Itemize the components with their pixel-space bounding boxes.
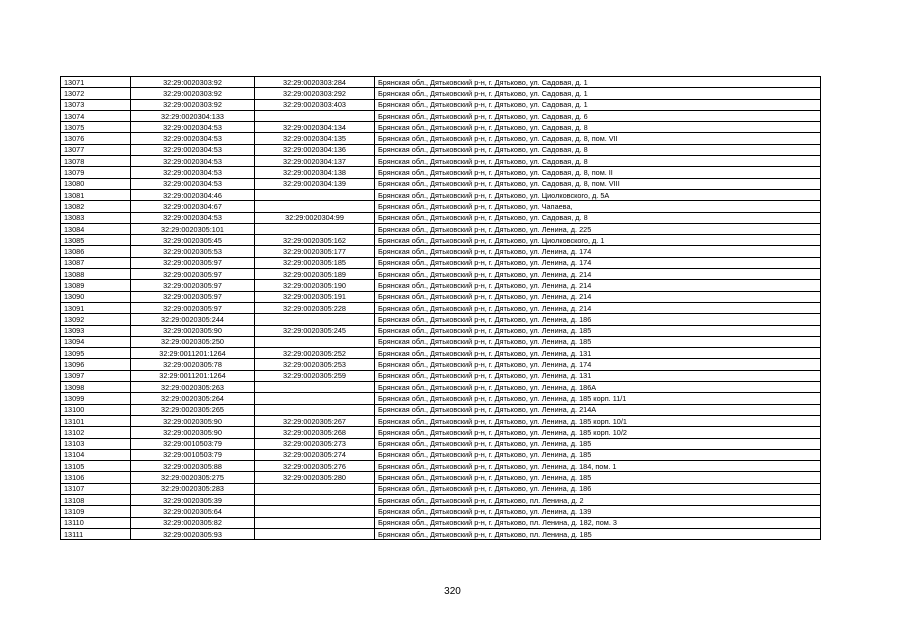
row-number-cell: 13087 — [61, 257, 131, 268]
parent-cadastral-number-cell: 32:29:0020305:275 — [131, 472, 255, 483]
parent-cadastral-number-cell: 32:29:0020305:101 — [131, 223, 255, 234]
parent-cadastral-number-cell: 32:29:0020305:90 — [131, 325, 255, 336]
parent-cadastral-number-cell: 32:29:0020305:90 — [131, 427, 255, 438]
table-row — [61, 291, 821, 302]
cadastral-number-cell — [255, 517, 375, 528]
parent-cadastral-number-cell: 32:29:0020305:78 — [131, 359, 255, 370]
table-row — [61, 178, 821, 189]
parent-cadastral-number-cell: 32:29:0020305:82 — [131, 517, 255, 528]
row-number-cell: 13075 — [61, 122, 131, 133]
cadastral-number-cell: 32:29:0020304:136 — [255, 144, 375, 155]
address-cell: Брянская обл., Дятьковский р-н, г. Дятьково, ул. Ленина, д. 186А — [375, 382, 821, 393]
cadastral-number-cell — [255, 314, 375, 325]
table-row — [61, 77, 821, 88]
row-number-cell: 13101 — [61, 415, 131, 426]
table-row — [61, 257, 821, 268]
parent-cadastral-number-cell: 32:29:0020305:97 — [131, 269, 255, 280]
row-number-cell: 13089 — [61, 280, 131, 291]
table-row — [61, 223, 821, 234]
row-number-cell: 13108 — [61, 494, 131, 505]
cadastral-number-cell: 32:29:0020305:276 — [255, 461, 375, 472]
table-row — [61, 461, 821, 472]
table-row — [61, 393, 821, 404]
cadastral-number-cell: 32:29:0020305:190 — [255, 280, 375, 291]
address-cell: Брянская обл., Дятьковский р-н, г. Дятьково, ул. Ленина, д. 186 — [375, 314, 821, 325]
address-cell: Брянская обл., Дятьковский р-н, г. Дятьково, пл. Ленина, д. 2 — [375, 494, 821, 505]
table-row — [61, 133, 821, 144]
address-cell: Брянская обл., Дятьковский р-н, г. Дятьково, ул. Ленина, д. 214 — [375, 269, 821, 280]
table-row — [61, 483, 821, 494]
table-row — [61, 110, 821, 121]
row-number-cell: 13106 — [61, 472, 131, 483]
cadastral-number-cell: 32:29:0020303:284 — [255, 77, 375, 88]
parent-cadastral-number-cell: 32:29:0020304:53 — [131, 156, 255, 167]
address-cell: Брянская обл., Дятьковский р-н, г. Дятьково, ул. Циолковского, д. 5А — [375, 189, 821, 200]
row-number-cell: 13077 — [61, 144, 131, 155]
row-number-cell: 13078 — [61, 156, 131, 167]
row-number-cell: 13082 — [61, 201, 131, 212]
cadastral-number-cell — [255, 201, 375, 212]
address-cell: Брянская обл., Дятьковский р-н, г. Дятьково, ул. Ленина, д. 185 корп. 10/2 — [375, 427, 821, 438]
row-number-cell: 13096 — [61, 359, 131, 370]
address-cell: Брянская обл., Дятьковский р-н, г. Дятьково, ул. Садовая, д. 6 — [375, 110, 821, 121]
parent-cadastral-number-cell: 32:29:0020303:92 — [131, 88, 255, 99]
parent-cadastral-number-cell: 32:29:0020305:250 — [131, 336, 255, 347]
row-number-cell: 13094 — [61, 336, 131, 347]
cadastral-number-cell: 32:29:0020305:162 — [255, 235, 375, 246]
address-cell: Брянская обл., Дятьковский р-н, г. Дятьково, ул. Садовая, д. 8 — [375, 144, 821, 155]
row-number-cell: 13095 — [61, 348, 131, 359]
address-cell: Брянская обл., Дятьковский р-н, г. Дятьково, ул. Ленина, д. 214 — [375, 302, 821, 313]
cadastral-number-cell: 32:29:0020304:138 — [255, 167, 375, 178]
cadastral-number-cell — [255, 110, 375, 121]
parent-cadastral-number-cell: 32:29:0020304:67 — [131, 201, 255, 212]
row-number-cell: 13099 — [61, 393, 131, 404]
row-number-cell: 13090 — [61, 291, 131, 302]
row-number-cell: 13072 — [61, 88, 131, 99]
address-cell: Брянская обл., Дятьковский р-н, г. Дятьково, ул. Ленина, д. 131 — [375, 370, 821, 381]
table-row — [61, 235, 821, 246]
cadastral-number-cell: 32:29:0020305:259 — [255, 370, 375, 381]
table-row — [61, 370, 821, 381]
row-number-cell: 13085 — [61, 235, 131, 246]
address-cell: Брянская обл., Дятьковский р-н, г. Дятьково, ул. Ленина, д. 214 — [375, 280, 821, 291]
address-cell: Брянская обл., Дятьковский р-н, г. Дятьково, ул. Ленина, д. 131 — [375, 348, 821, 359]
table-row — [61, 88, 821, 99]
parent-cadastral-number-cell: 32:29:0020305:39 — [131, 494, 255, 505]
table-row — [61, 382, 821, 393]
parent-cadastral-number-cell: 32:29:0020304:53 — [131, 144, 255, 155]
address-cell: Брянская обл., Дятьковский р-н, г. Дятьково, ул. Ленина, д. 185 — [375, 438, 821, 449]
parent-cadastral-number-cell: 32:29:0020304:53 — [131, 212, 255, 223]
table-row — [61, 517, 821, 528]
row-number-cell: 13104 — [61, 449, 131, 460]
cadastral-number-cell: 32:29:0020305:177 — [255, 246, 375, 257]
cadastral-number-cell: 32:29:0020304:134 — [255, 122, 375, 133]
cadastral-number-cell — [255, 404, 375, 415]
parent-cadastral-number-cell: 32:29:0020305:53 — [131, 246, 255, 257]
address-cell: Брянская обл., Дятьковский р-н, г. Дятьково, ул. Садовая, д. 8 — [375, 122, 821, 133]
parent-cadastral-number-cell: 32:29:0020305:90 — [131, 415, 255, 426]
parent-cadastral-number-cell: 32:29:0020304:53 — [131, 122, 255, 133]
table-row — [61, 494, 821, 505]
table-row — [61, 359, 821, 370]
table-row — [61, 325, 821, 336]
parent-cadastral-number-cell: 32:29:0020304:53 — [131, 178, 255, 189]
table-row — [61, 189, 821, 200]
row-number-cell: 13105 — [61, 461, 131, 472]
parent-cadastral-number-cell: 32:29:0020304:53 — [131, 133, 255, 144]
parent-cadastral-number-cell: 32:29:0020303:92 — [131, 77, 255, 88]
parent-cadastral-number-cell: 32:29:0010503:79 — [131, 438, 255, 449]
parent-cadastral-number-cell: 32:29:0020305:97 — [131, 291, 255, 302]
address-cell: Брянская обл., Дятьковский р-н, г. Дятьково, ул. Ленина, д. 174 — [375, 257, 821, 268]
parent-cadastral-number-cell: 32:29:0020305:93 — [131, 528, 255, 539]
address-cell: Брянская обл., Дятьковский р-н, г. Дятьково, ул. Ленина, д. 185 — [375, 449, 821, 460]
table-row — [61, 122, 821, 133]
address-cell: Брянская обл., Дятьковский р-н, г. Дятьково, ул. Ленина, д. 214А — [375, 404, 821, 415]
address-cell: Брянская обл., Дятьковский р-н, г. Дятьково, ул. Ленина, д. 184, пом. 1 — [375, 461, 821, 472]
table-row — [61, 246, 821, 257]
address-cell: Брянская обл., Дятьковский р-н, г. Дятьково, ул. Ленина, д. 185 — [375, 472, 821, 483]
address-cell: Брянская обл., Дятьковский р-н, г. Дятьково, ул. Ленина, д. 174 — [375, 246, 821, 257]
table-row — [61, 528, 821, 539]
address-cell: Брянская обл., Дятьковский р-н, г. Дятьково, ул. Ленина, д. 214 — [375, 291, 821, 302]
address-cell: Брянская обл., Дятьковский р-н, г. Дятьково, ул. Ленина, д. 185 — [375, 336, 821, 347]
table-row — [61, 269, 821, 280]
address-cell: Брянская обл., Дятьковский р-н, г. Дятьково, ул. Ленина, д. 174 — [375, 359, 821, 370]
address-cell: Брянская обл., Дятьковский р-н, г. Дятьково, ул. Садовая, д. 1 — [375, 99, 821, 110]
cadastral-number-cell — [255, 393, 375, 404]
cadastral-number-cell — [255, 382, 375, 393]
cadastral-number-cell: 32:29:0020305:191 — [255, 291, 375, 302]
parent-cadastral-number-cell: 32:29:0020305:97 — [131, 302, 255, 313]
address-cell: Брянская обл., Дятьковский р-н, г. Дятьково, пл. Ленина, д. 182, пом. 3 — [375, 517, 821, 528]
cadastral-number-cell: 32:29:0020305:268 — [255, 427, 375, 438]
parent-cadastral-number-cell: 32:29:0020305:283 — [131, 483, 255, 494]
parent-cadastral-number-cell: 32:29:0020303:92 — [131, 99, 255, 110]
parent-cadastral-number-cell: 32:29:0020305:88 — [131, 461, 255, 472]
row-number-cell: 13092 — [61, 314, 131, 325]
table-row — [61, 449, 821, 460]
cadastral-number-cell: 32:29:0020305:273 — [255, 438, 375, 449]
table-row — [61, 314, 821, 325]
address-cell: Брянская обл., Дятьковский р-н, г. Дятьково, ул. Ленина, д. 185 корп. 11/1 — [375, 393, 821, 404]
row-number-cell: 13102 — [61, 427, 131, 438]
parent-cadastral-number-cell: 32:29:0020305:45 — [131, 235, 255, 246]
address-cell: Брянская обл., Дятьковский р-н, г. Дятьково, ул. Садовая, д. 8 — [375, 212, 821, 223]
parent-cadastral-number-cell: 32:29:0020305:263 — [131, 382, 255, 393]
table-row — [61, 472, 821, 483]
row-number-cell: 13084 — [61, 223, 131, 234]
row-number-cell: 13100 — [61, 404, 131, 415]
cadastral-number-cell — [255, 223, 375, 234]
row-number-cell: 13071 — [61, 77, 131, 88]
cadastral-number-cell — [255, 189, 375, 200]
row-number-cell: 13074 — [61, 110, 131, 121]
address-cell: Брянская обл., Дятьковский р-н, г. Дятьково, ул. Садовая, д. 8 — [375, 156, 821, 167]
table-row — [61, 348, 821, 359]
parent-cadastral-number-cell: 32:29:0020305:244 — [131, 314, 255, 325]
page-number: 320 — [444, 586, 461, 597]
registry-table — [60, 76, 821, 540]
row-number-cell: 13110 — [61, 517, 131, 528]
cadastral-number-cell: 32:29:0020304:99 — [255, 212, 375, 223]
table-row — [61, 167, 821, 178]
address-cell: Брянская обл., Дятьковский р-н, г. Дятьково, ул. Садовая, д. 1 — [375, 88, 821, 99]
table-row — [61, 438, 821, 449]
cadastral-number-cell: 32:29:0020305:280 — [255, 472, 375, 483]
address-cell: Брянская обл., Дятьковский р-н, г. Дятьково, ул. Садовая, д. 8, пом. II — [375, 167, 821, 178]
cadastral-number-cell: 32:29:0020305:253 — [255, 359, 375, 370]
row-number-cell: 13086 — [61, 246, 131, 257]
parent-cadastral-number-cell: 32:29:0020304:53 — [131, 167, 255, 178]
row-number-cell: 13091 — [61, 302, 131, 313]
cadastral-number-cell: 32:29:0020305:185 — [255, 257, 375, 268]
cadastral-number-cell: 32:29:0020304:139 — [255, 178, 375, 189]
cadastral-number-cell: 32:29:0020305:274 — [255, 449, 375, 460]
address-cell: Брянская обл., Дятьковский р-н, г. Дятьково, ул. Садовая, д. 8, пом. VII — [375, 133, 821, 144]
table-row — [61, 201, 821, 212]
cadastral-number-cell: 32:29:0020304:135 — [255, 133, 375, 144]
row-number-cell: 13073 — [61, 99, 131, 110]
row-number-cell: 13081 — [61, 189, 131, 200]
address-cell: Брянская обл., Дятьковский р-н, г. Дятьково, ул. Ленина, д. 185 — [375, 325, 821, 336]
row-number-cell: 13093 — [61, 325, 131, 336]
table-row — [61, 415, 821, 426]
table-row — [61, 280, 821, 291]
row-number-cell: 13103 — [61, 438, 131, 449]
row-number-cell: 13109 — [61, 506, 131, 517]
table-row — [61, 427, 821, 438]
address-cell: Брянская обл., Дятьковский р-н, г. Дятьково, ул. Чапаева, — [375, 201, 821, 212]
row-number-cell: 13111 — [61, 528, 131, 539]
address-cell: Брянская обл., Дятьковский р-н, г. Дятьково, ул. Ленина, д. 186 — [375, 483, 821, 494]
table-row — [61, 506, 821, 517]
parent-cadastral-number-cell: 32:29:0020305:64 — [131, 506, 255, 517]
parent-cadastral-number-cell: 32:29:0020305:97 — [131, 280, 255, 291]
parent-cadastral-number-cell: 32:29:0020305:265 — [131, 404, 255, 415]
parent-cadastral-number-cell: 32:29:0010503:79 — [131, 449, 255, 460]
address-cell: Брянская обл., Дятьковский р-н, г. Дятьково, ул. Ленина, д. 139 — [375, 506, 821, 517]
cadastral-number-cell: 32:29:0020303:292 — [255, 88, 375, 99]
parent-cadastral-number-cell: 32:29:0020304:46 — [131, 189, 255, 200]
table-row — [61, 156, 821, 167]
cadastral-number-cell — [255, 483, 375, 494]
row-number-cell: 13107 — [61, 483, 131, 494]
parent-cadastral-number-cell: 32:29:0011201:1264 — [131, 348, 255, 359]
parent-cadastral-number-cell: 32:29:0020304:133 — [131, 110, 255, 121]
row-number-cell: 13080 — [61, 178, 131, 189]
parent-cadastral-number-cell: 32:29:0011201:1264 — [131, 370, 255, 381]
cadastral-number-cell: 32:29:0020303:403 — [255, 99, 375, 110]
table-row — [61, 404, 821, 415]
cadastral-number-cell — [255, 528, 375, 539]
table-row — [61, 302, 821, 313]
cadastral-number-cell — [255, 506, 375, 517]
row-number-cell: 13098 — [61, 382, 131, 393]
cadastral-number-cell: 32:29:0020305:252 — [255, 348, 375, 359]
table-row — [61, 144, 821, 155]
row-number-cell: 13079 — [61, 167, 131, 178]
address-cell: Брянская обл., Дятьковский р-н, г. Дятьково, ул. Ленина, д. 225 — [375, 223, 821, 234]
row-number-cell: 13083 — [61, 212, 131, 223]
address-cell: Брянская обл., Дятьковский р-н, г. Дятьково, ул. Ленина, д. 185 корп. 10/1 — [375, 415, 821, 426]
parent-cadastral-number-cell: 32:29:0020305:97 — [131, 257, 255, 268]
table-row — [61, 212, 821, 223]
cadastral-number-cell — [255, 336, 375, 347]
row-number-cell: 13088 — [61, 269, 131, 280]
registry-table-body — [61, 77, 821, 540]
address-cell: Брянская обл., Дятьковский р-н, г. Дятьково, пл. Ленина, д. 185 — [375, 528, 821, 539]
address-cell: Брянская обл., Дятьковский р-н, г. Дятьково, ул. Садовая, д. 1 — [375, 77, 821, 88]
parent-cadastral-number-cell: 32:29:0020305:264 — [131, 393, 255, 404]
cadastral-number-cell: 32:29:0020304:137 — [255, 156, 375, 167]
cadastral-number-cell: 32:29:0020305:228 — [255, 302, 375, 313]
address-cell: Брянская обл., Дятьковский р-н, г. Дятьково, ул. Циолковского, д. 1 — [375, 235, 821, 246]
cadastral-number-cell: 32:29:0020305:267 — [255, 415, 375, 426]
row-number-cell: 13097 — [61, 370, 131, 381]
cadastral-number-cell — [255, 494, 375, 505]
address-cell: Брянская обл., Дятьковский р-н, г. Дятьково, ул. Садовая, д. 8, пом. VIII — [375, 178, 821, 189]
cadastral-number-cell: 32:29:0020305:245 — [255, 325, 375, 336]
table-row — [61, 336, 821, 347]
row-number-cell: 13076 — [61, 133, 131, 144]
cadastral-number-cell: 32:29:0020305:189 — [255, 269, 375, 280]
table-row — [61, 99, 821, 110]
